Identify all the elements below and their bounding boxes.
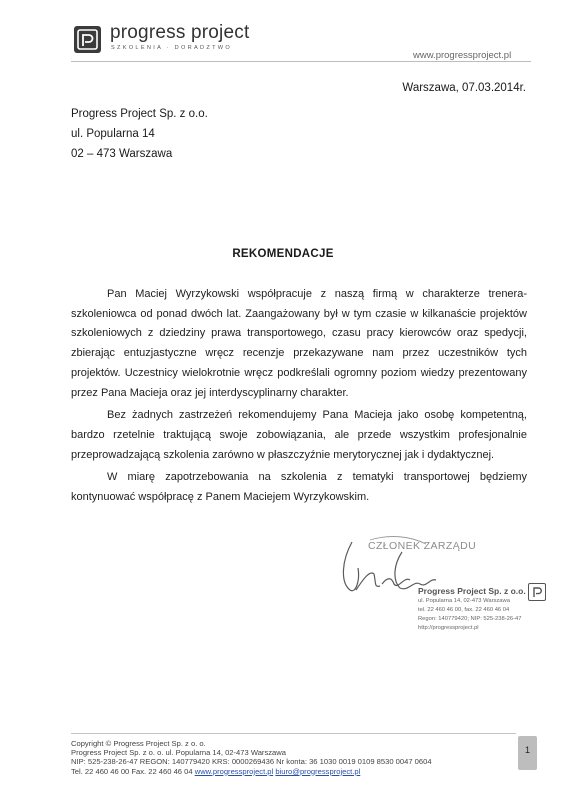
recipient-city: 02 – 473 Warszawa: [71, 148, 173, 160]
stamp-company: Progress Project Sp. z o.o.: [418, 586, 526, 596]
stamp-logo-icon: [528, 583, 546, 601]
letter-body: [71, 285, 527, 511]
footer-phone: Tel. 22 460 46 00 Fax. 22 460 46 04: [71, 766, 193, 776]
footer-address: Progress Project Sp. z o. o. ul. Popularna 14, 02-473 Warszawa: [71, 748, 286, 758]
footer: [71, 739, 432, 776]
body-paragraph: Bez żadnych zastrzeżeń rekomendujemy Pana Macieja jako osobę kompetentną, bardzo rzetelnie traktującą swoje zobowiązania, ale przede wszystkim profesjonalnie przeprowadzającą szkolenia zarówno w płaszczyźnie merytorycznej jak i dydaktycznej.: [71, 409, 527, 461]
stamp-website: http://progressproject.pl: [418, 625, 479, 631]
body-paragraph: Pan Maciej Wyrzykowski współpracuje z naszą firmą w charakterze trenera-szkoleniowca od ponad dwóch lat. Zaangażowany był w tym czasie w kilkanaście projektów szkoleniowych z dziedziny prawa transportowego, czasu pracy kierowców oraz spedycji, zbierając entuzjastyczne wręcz recenzje przekazywane nam przez uczestników tych projektów. Uczestnicy wielokrotnie wręcz podkreślali ogromny poziom wiedzy prezentowany przez Pana Macieja oraz jej interdyscyplinarny charakter.: [71, 288, 527, 399]
recipient-street: ul. Popularna 14: [71, 128, 155, 140]
page-number-box: [518, 736, 537, 770]
brand-tagline: SZKOLENIA · DORADZTWO: [111, 45, 233, 51]
footer-divider: [71, 733, 516, 734]
body-paragraph: W miarę zapotrzebowania na szkolenia z tematyki transportowej będziemy kontynuować współpracę z Panem Maciejem Wyrzykowskim.: [71, 471, 527, 504]
footer-email-link[interactable]: biuro@progressproject.pl: [275, 766, 361, 776]
footer-contact: [71, 767, 432, 776]
page-number: 1: [524, 745, 530, 755]
footer-copyright: Copyright © Progress Project Sp. z o. o.: [71, 739, 206, 748]
signatory-title: CZŁONEK ZARZĄDU: [368, 540, 477, 552]
footer-registry: NIP: 525-238-26-47 REGON: 140779420 KRS: 0000269436 Nr konta: 36 1030 0019 0109 8530 0047 0604: [71, 757, 432, 767]
recipient-company: Progress Project Sp. z o.o.: [71, 108, 208, 120]
stamp-address: ul. Popularna 14, 02-473 Warszawa: [418, 598, 510, 604]
header-divider: [71, 61, 531, 62]
letter-date: Warszawa, 07.03.2014r.: [402, 82, 526, 94]
stamp-registry: Regon: 140779420; NIP: 525-238-26-47: [418, 616, 522, 622]
brand-name: progress project: [110, 22, 250, 43]
stamp-phone: tel. 22 460 46 00, fax. 22 460 46 04: [418, 607, 510, 613]
document-title: REKOMENDACJE: [232, 248, 334, 260]
progress-project-logo-icon: [74, 26, 101, 53]
header-website-link[interactable]: www.progressproject.pl: [413, 50, 512, 61]
footer-website-link[interactable]: www.progressproject.pl: [194, 766, 274, 776]
